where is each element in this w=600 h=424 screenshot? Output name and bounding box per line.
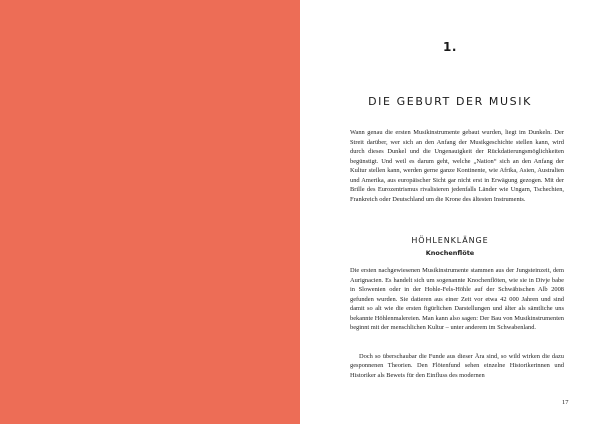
section-paragraph-2: Doch so überschaubar die Funde aus dieser Ära sind, so wild wirken die dazu gesponnenen Theorien. Den Flötenfund sehen einzelne Historikerinnen und Historiker als Beweis für den Einfluss des modernen (350, 352, 564, 379)
chapter-title: DIE GEBURT DER MUSIK (368, 95, 532, 108)
right-page (300, 0, 600, 424)
section-subheading: Knochenflöte (425, 249, 475, 257)
section-heading: HÖHLENKLÄNGE (411, 236, 489, 245)
section-paragraph-1: Die ersten nachgewiesenen Musikinstrumente stammen aus der Jungsteinzeit, dem Aurignacien. Es handelt sich um sogenannte Knochenflöten, wie sie in Divje babe in Slowenien oder in der Hohle-Fels-Höhle auf der Schwäbischen Alb 2008 gefunden wurden. Sie datieren aus einer Zeit vor etwa 42 000 Jahren und sind damit so alt wie die ersten figürlichen Darstellungen und älter als sämtliche uns bekannte Höhlenmalereien. Man kann also sagen: Der Bau von Musikinstrumenten beginnt mit der menschlichen Kultur – unter anderem im Schwabenland. (350, 267, 564, 332)
intro-paragraph: Wann genau die ersten Musikinstrumente gebaut wurden, liegt im Dunkeln. Der Streit darüber, wer sich an den Anfang der Musikgeschichte stellen kann, wird durch dieses Dunkel und die Ungenauigkeit der Rückdatierungsmöglichkeiten begünstigt. Und weil es darum geht, welche „Nation“ sich an den Anfang der Kultur stellen kann, werden gerne ganze Kontinente, wie Afrika, Asien, Australien und Amerika, aus europäischer Sicht gar nicht erst in Erwägung gezogen. Mit der Brille des Eurozentrismus rivalisieren jedenfalls Länder wie Ungarn, Tschechien, Frankreich oder Deutschland um die Krone des ältesten Instruments. (350, 129, 564, 203)
chapter-number: 1. (443, 40, 457, 54)
page-number: 17 (562, 399, 569, 406)
